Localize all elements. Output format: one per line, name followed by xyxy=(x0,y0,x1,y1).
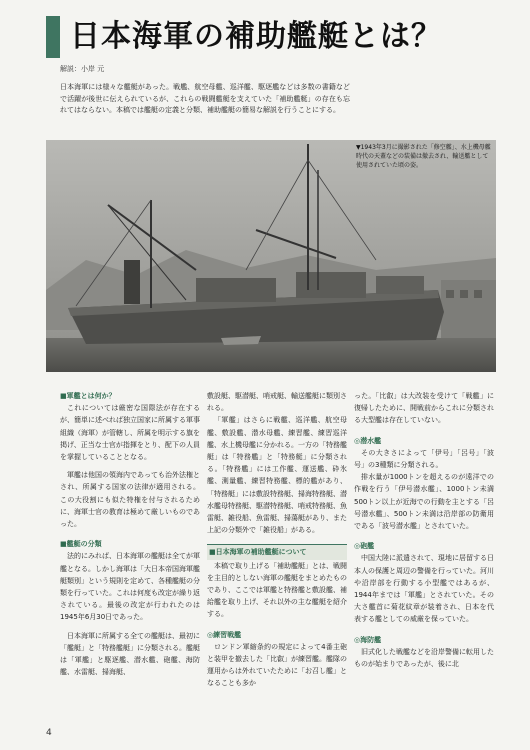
heading-submarine: ◎潜水艦 xyxy=(354,436,382,445)
paragraph: 「軍艦」はさらに戦艦、巡洋艦、航空母艦、敷設艦、潜水母艦、練習艦、練習巡洋艦、水上機母艦に分かれる。一方の「特務艦艇」は「特務艦」と「特務艇」に分類される。「特務艦」には工作艦、運送艦、砕氷艦、測量艦、練習特務艦、標的艦があり、「特務艇」には敷設特務艇、掃海特務艇、潜水艦母特務艇、駆潜特務艇、哨戒特務艇、魚雷艇、雑役船、魚雷艇、掃蕩艇があり、また上記の分類外で「雑役船」がある。 xyxy=(207,416,347,535)
heading-training-battleship: ◎練習戦艦 xyxy=(207,630,242,639)
article-column-1 xyxy=(60,390,200,678)
page-title: 日本海軍の補助艦艇とは？ xyxy=(70,19,442,54)
paragraph: 中国大陸に派遣されて、現地に居留する日本人の保護と周辺の警備を行っていた。河川や沿岸部を行動する小型艦ではあるが、1944年までは「軍艦」とされていた。その大さ艦首に菊花紋章が装着され、日本を代表する艦としての威厳を保っていた。 xyxy=(354,554,494,624)
article-column-2 xyxy=(207,390,347,690)
title-block xyxy=(46,16,494,58)
paragraph: 排水量が1000トンを超えるのが遠洋での作戦を行う「伊号潜水艦」、1000トン未満500トン以上が近海での行動を主とする「呂号潜水艦」、500トン未満は沿岸部の防衛用である「波号潜水艦」とされていた。 xyxy=(354,473,494,531)
paragraph: 日本海軍に所属する全ての艦艇は、最初に「艦艇」と「特務艦艇」に分類される。艦艇は「軍艦」と駆逐艦、潜水艦、砲艦、海防艦、水雷艇、掃海艇、 xyxy=(60,631,200,677)
heading-escort-ship: ◎海防艦 xyxy=(354,635,382,644)
paragraph: ロンドン軍縮条約の規定によって4番主砲と装甲を撤去した「比叡」が練習艦。艦隊の運用からは外れていたために「お召し艦」となることも多か xyxy=(207,642,347,688)
paragraph: 本稿で取り上げる「補助艦艇」とは、戦闘を主目的としない海軍の艦艇をまとめたものであり、ここでは軍艦と特務艦と敷設艦、補給艦を取り上げ、それ以外の主な艦艇を紹介する。 xyxy=(207,561,347,619)
paragraph: った。「比叡」は大改装を受けて「戦艦」に復帰したために、開戦前からこれに分類される大型艦は存在していない。 xyxy=(354,392,494,425)
paragraph: これについては厳密な国際法が存在するが、簡単に述べれば独立国家に所属する軍事組織（海軍）が管轄し、所属を明示する旗を掲げ、正当な士官が指揮をとり、配下の人員を掌握していることとなる。 xyxy=(60,404,200,462)
ship-photo-icon xyxy=(46,140,496,372)
title-accent-bar xyxy=(46,16,60,58)
heading-auxiliary-ships: ■日本海軍の補助艦艇について xyxy=(207,544,347,559)
paragraph: 敷設艇、駆潜艇、哨戒艇、輸送艦艇に類別される。 xyxy=(207,392,347,413)
heading-what-is-warship: ■軍艦とは何か？ xyxy=(60,392,116,400)
photo-caption: ▼1943年3月に撮影された「修空艦」、水上機母艦時代の天蓋などの装備は撤去され、輸送艦として使用されていた頃の姿。 xyxy=(356,144,491,169)
lead-paragraph: 日本海軍には様々な艦艇があった。戦艦、航空母艦、巡洋艦、駆逐艦などは多数の書籍などで活躍が後世に伝えられているが、これらの戦闘艦艇を支えていた「補助艦艇」の存在も忘れてはならない。本稿では艦艇の定義と分類、補助艦艇の簡易な解説を行うことにする。 xyxy=(60,83,350,114)
paragraph: 軍艦は他国の領海内であっても治外法権とされ、所属する国家の法律が適用される。この大役割にも似た特権を付与されるために、海軍士官の教育は極めて厳しいものであった。 xyxy=(60,471,200,529)
heading-gunboat: ◎砲艦 xyxy=(354,542,375,551)
paragraph: その大きさによって「伊号」「呂号」「波号」の3種類に分類される。 xyxy=(354,448,494,470)
page-number: 4 xyxy=(46,728,52,738)
article-column-3 xyxy=(354,390,494,670)
paragraph: 法的にみれば、日本海軍の艦艇は全てが軍艦となる。しかし海軍は「大日本帝国海軍艦艇類別」という規則を定めて、各種艦艇の分類を行っていた。これは何度も改定が繰り返されている。最後の改定が行われたのは1945年6月30日であった。 xyxy=(60,552,200,622)
heading-classification: ■艦艇の分類 xyxy=(60,540,102,549)
ship-photo xyxy=(46,140,496,372)
paragraph: 旧式化した戦艦などを沿岸警備に転用したものが始まりであったが、後に北 xyxy=(354,647,494,669)
author-credit: 解説：小岸 元 xyxy=(60,65,105,73)
